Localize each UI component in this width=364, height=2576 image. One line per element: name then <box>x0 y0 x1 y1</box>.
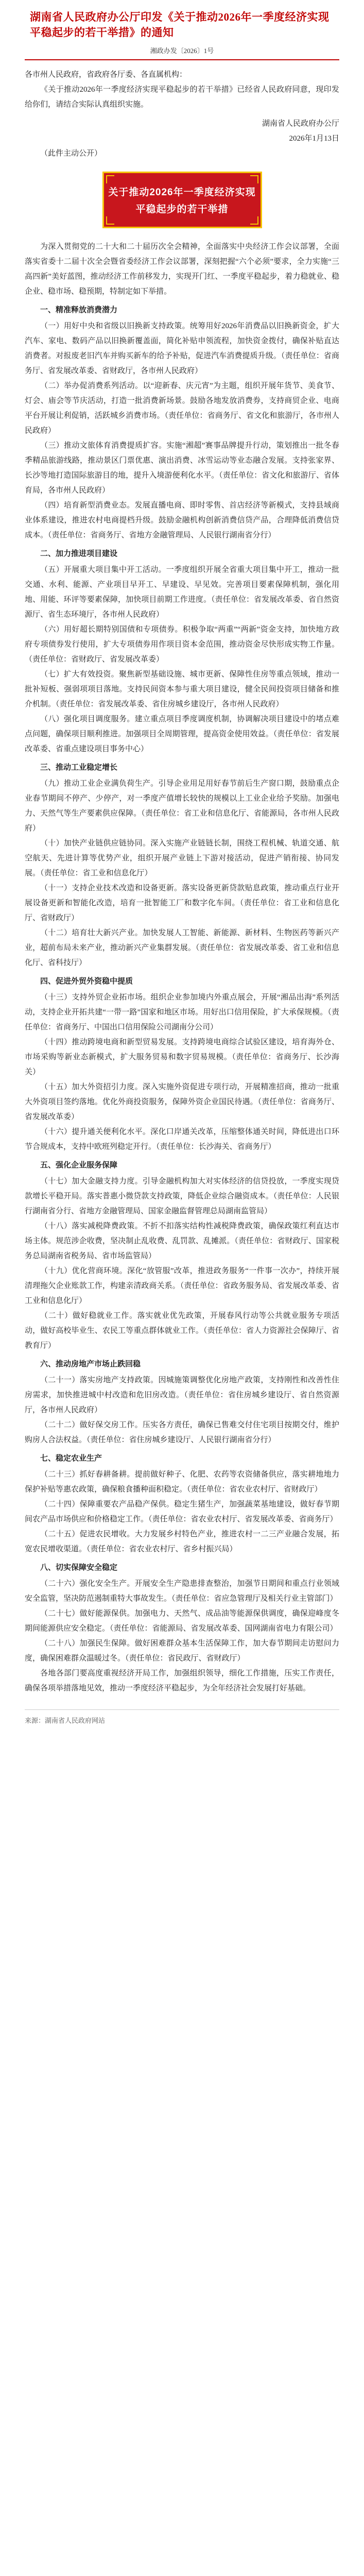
section-paragraph: （二十六）强化安全生产。开展安全生产隐患排查整治，加强节日期间和重点行业领域安全监管，坚决防范遏制重特大事故发生。（责任单位：省应急管理厅及相关行业主管部门） <box>25 1580 339 1603</box>
spacer <box>25 112 339 116</box>
section-paragraph: （五）开展重大项目集中开工活动。一季度组织开展全省重大项目集中开工，推动一批交通、水利、能源、产业项目早开工、早建设、早见效。完善项目要素保障机制，强化用地、用能、环评等要素保障，加快项目前期工作进度。（责任单位：省发展改革委、省自然资源厅、省生态环境厅，各市州人民政府） <box>25 566 339 619</box>
section-paragraph: （三）推动文旅体育消费提质扩容。实施“湘超”赛事品牌提升行动，策划推出一批冬春季精品旅游线路，推动景区门票优惠、演出消费、冰雪运动等业态融合发展。支持张家界、长沙等地打造国际旅游目的地，提升入境游便利化水平。（责任单位：省文化和旅游厅、省体育局，各市州人民政府） <box>25 442 339 495</box>
section-paragraph: （十四）推动跨境电商和新型贸易发展。支持跨境电商综合试验区建设，培育海外仓、市场采购等新业态新模式，扩大服务贸易和数字贸易规模。（责任单位：省商务厅、长沙海关） <box>25 1038 339 1076</box>
section-paragraph: （十七）加大金融支持力度。引导金融机构加大对实体经济的信贷投放，一季度实现贷款增长平稳开局。落实普惠小微贷款支持政策，降低企业综合融资成本。（责任单位：人民银行湖南省分行、省地方金融管理局、国家金融监督管理总局湖南监管局） <box>25 1177 339 1215</box>
section-paragraph: （十三）支持外贸企业拓市场。组织企业参加境内外重点展会，开展“湘品出海”系列活动，支持企业开拓共建“一带一路”国家和地区市场。用好出口信用保险，扩大承保规模。（责任单位：省商务厅、中国出口信用保险公司湖南分公司） <box>25 993 339 1031</box>
footer-divider <box>25 1709 339 1710</box>
section-paragraph: （七）扩大有效投资。聚焦新型基础设施、城市更新、保障性住房等重点领域，推动一批补短板、强弱项项目落地。支持民间资本参与重大项目建设，健全民间投资项目储备和推介机制。（责任单位：省发展改革委、省住房城乡建设厅，各市州人民政府） <box>25 670 339 708</box>
preface-paragraph: 为深入贯彻党的二十大和二十届历次全会精神，全面落实中央经济工作会议部署，全面落实省委十二届十次全会暨省委经济工作会议部署，深刻把握“六个必须”要求，全力实施“三高四新”美好蓝图，推动经济工作前移发力，实现开门红、一季度平稳起步，着力稳就业、稳企业、稳市场、稳预期，特制定如下举措。 <box>25 243 339 296</box>
section-paragraph: （一）用好中央和省级以旧换新支持政策。统筹用好2026年消费品以旧换新资金，扩大汽车、家电、数码产品以旧换新覆盖面，简化补贴申领流程，加快资金拨付，确保补贴直达消费者。对报废老旧汽车并购买新车的给予补贴，促进汽车消费提质升级。（责任单位：省商务厅、省发展改革委、省财政厅，各市州人民政府） <box>25 322 339 375</box>
section-paragraph: （四）培育新型消费业态。发展直播电商、即时零售、首店经济等新模式，支持县域商业体系建设，推进农村电商提档升级。鼓励金融机构创新消费信贷产品，合理降低消费信贷成本。（责任单位：省商务厅、省地方金融管理局、人民银行湖南省分行） <box>25 501 339 539</box>
issuer: 湖南省人民政府办公厅 <box>262 120 339 128</box>
section-paragraph: （二十二）做好保交房工作。压实各方责任，确保已售难交付住宅项目按期交付，维护购房人合法权益。（责任单位：省住房城乡建设厅、人民银行湖南省分行） <box>25 1421 339 1444</box>
section-heading: 七、稳定农业生产 <box>40 1454 102 1463</box>
section-paragraph: （六）用好超长期特别国债和专项债券。积极争取“两重”“两新”资金支持，加快地方政府专项债券发行使用，扩大专项债券用作项目资本金范围，推动资金尽快形成实物工作量。（责任单位：省财政厅、省发展改革委） <box>25 625 339 664</box>
banner-corner <box>250 175 258 183</box>
document-title: 湖南省人民政府办公厅印发《关于推动2026年一季度经济实现平稳起步的若干举措》的通知 <box>30 11 330 39</box>
section-paragraph: （二十）做好稳就业工作。落实就业优先政策，开展春风行动等公共就业服务专项活动，做好高校毕业生、农民工等重点群体就业工作。（责任单位：省人力资源社会保障厅、省教育厅） <box>25 1312 339 1350</box>
document-number: 湘政办发〔2026〕1号 <box>150 47 214 55</box>
section-heading: 一、精准释放消费潜力 <box>40 306 118 314</box>
red-divider <box>25 59 339 60</box>
section-heading: 五、强化企业服务保障 <box>40 1161 118 1170</box>
section-heading: 六、推动房地产市场止跌回稳 <box>40 1360 141 1368</box>
section-paragraph: （二十七）做好能源保供。加强电力、天然气、成品油等能源保供调度，确保迎峰度冬期间能源供应安全稳定。（责任单位：省能源局、省发展改革委、国网湖南省电力有限公司） <box>25 1609 339 1633</box>
title-banner <box>102 172 262 228</box>
document-header <box>25 0 339 60</box>
title-banner-wrap <box>25 172 339 228</box>
banner-corner <box>106 175 114 183</box>
issue-date: 2026年1月13日 <box>289 134 339 143</box>
section-paragraph: （十六）提升通关便利化水平。深化口岸通关改革，压缩整体通关时间，降低进出口环节合规成本，支持中欧班列稳定开行。（责任单位：长沙海关、省商务厅） <box>25 1128 339 1151</box>
section-paragraph: （十五）加大外资招引力度。深入实施外资促进专项行动，开展精准招商，推动一批重大外资项目签约落地。优化外商投资服务，保障外资企业国民待遇。（责任单位：省商务厅、省发展改革委） <box>25 1083 339 1121</box>
section-heading: 二、加力推进项目建设 <box>40 549 118 558</box>
banner-line-1: 关于推动2026年一季度经济实现 <box>108 187 256 198</box>
section-paragraph: （二十五）促进农民增收。大力发展乡村特色产业，推进农村一二三产业融合发展，拓宽农民增收渠道。（责任单位：省农业农村厅、省乡村振兴局） <box>25 1530 339 1553</box>
intro-paragraph: 《关于推动2026年一季度经济实现平稳起步的若干举措》已经省人民政府同意，现印发给你们，请结合实际认真组织实施。 <box>25 86 339 109</box>
banner-corner <box>250 216 258 225</box>
recipients: 各市州人民政府，省政府各厅委、各直属机构： <box>25 71 187 79</box>
section-paragraph: （十一）支持企业技术改造和设备更新。落实设备更新贷款贴息政策，推动重点行业开展设备更新和智能化改造，培育一批智能工厂和数字化车间。（责任单位：省工业和信息化厅、省财政厅） <box>25 884 339 922</box>
section-paragraph: （十）加快产业链供应链协同。深入实施产业链链长制，围绕工程机械、轨道交通、航空航天、先进计算等优势产业，组织开展产业链上下游对接活动，促进产销衔接、协同发展。（责任单位：省工业和信息化厅） <box>25 839 339 877</box>
banner-line-2: 平稳起步的若干举措 <box>135 204 229 215</box>
section-heading: 八、切实保障安全稳定 <box>40 1563 118 1572</box>
public-note: （此件主动公开） <box>40 149 102 158</box>
closing-paragraph: 各地各部门要高度重视经济开局工作，加强组织领导，细化工作措施，压实工作责任，确保各项举措落地见效，推动一季度经济平稳起步，为全年经济社会发展打好基础。 <box>25 1669 339 1692</box>
section-paragraph: （二十一）落实房地产支持政策。因城施策调整优化房地产政策，支持刚性和改善性住房需求，加快推进城中村改造和危旧房改造。（责任单位：省住房城乡建设厅、省自然资源厅，各市州人民政府） <box>25 1376 339 1414</box>
section-paragraph: （二十三）抓好春耕备耕。提前做好种子、化肥、农药等农资储备供应，落实耕地地力保护补贴等惠农政策，确保粮食播种面积稳定。（责任单位：省农业农村厅、省财政厅） <box>25 1470 339 1494</box>
section-paragraph: （二十四）保障重要农产品稳产保供。稳定生猪生产，加强蔬菜基地建设，做好春节期间农产品市场供应和价格稳定工作。（责任单位：省农业农村厅、省发展改革委、省商务厅） <box>25 1500 339 1523</box>
section-heading: 三、推动工业稳定增长 <box>40 763 118 772</box>
section-paragraph: （十八）落实减税降费政策。不折不扣落实结构性减税降费政策，确保政策红利直达市场主体。规范涉企收费，坚决制止乱收费、乱罚款、乱摊派。（责任单位：省财政厅、国家税务总局湖南省税务局、省市场监管局） <box>25 1222 339 1260</box>
section-heading: 四、促进外贸外资稳中提质 <box>40 977 133 986</box>
sections-container <box>25 302 339 1666</box>
source-note: 来源：湖南省人民政府网站 <box>25 1717 106 1724</box>
banner-corner <box>106 216 114 225</box>
section-paragraph: （十二）培育壮大新兴产业。加快发展人工智能、新能源、新材料、生物医药等新兴产业，超前布局未来产业，推动新兴产业集群发展。（责任单位：省发展改革委、省工业和信息化厅、省科技厅） <box>25 929 339 967</box>
section-paragraph: （二十八）加强民生保障。做好困难群众基本生活保障工作，加大春节期间走访慰问力度，确保困难群众温暖过冬。（责任单位：省民政厅、省财政厅） <box>25 1639 339 1663</box>
section-paragraph: （二）举办促消费系列活动。以“迎新春、庆元宵”为主题，组织开展年货节、美食节、灯会、庙会等节庆活动，打造一批消费新场景。鼓励各地发放消费券，支持商贸企业、电商平台开展让利促销，活跃城乡消费市场。（责任单位：省商务厅、省文化和旅游厅，各市州人民政府） <box>25 382 339 435</box>
section-paragraph: （十九）优化营商环境。深化“放管服”改革，推进政务服务“一件事一次办”，持续开展清理拖欠企业账款工作，构建亲清政商关系。（责任单位：省政务服务局、省发展改革委、省工业和信息化厅） <box>25 1267 339 1305</box>
section-paragraph: （九）推动工业企业满负荷生产。引导企业用足用好春节前后生产窗口期，鼓励重点企业春节期间不停产、少停产，对一季度产值增长较快的规模以上工业企业给予奖励。加强电力、天然气等生产要素供应保障。（责任单位：省工业和信息化厅、省能源局，各市州人民政府） <box>25 779 339 833</box>
section-paragraph: （八）强化项目调度服务。建立重点项目季度调度机制，协调解决项目建设中的堵点难点问题，确保项目顺利推进。加强项目全周期管理，提高资金使用效益。（责任单位：省发展改革委、省重点建设项目事务中心） <box>25 715 339 753</box>
